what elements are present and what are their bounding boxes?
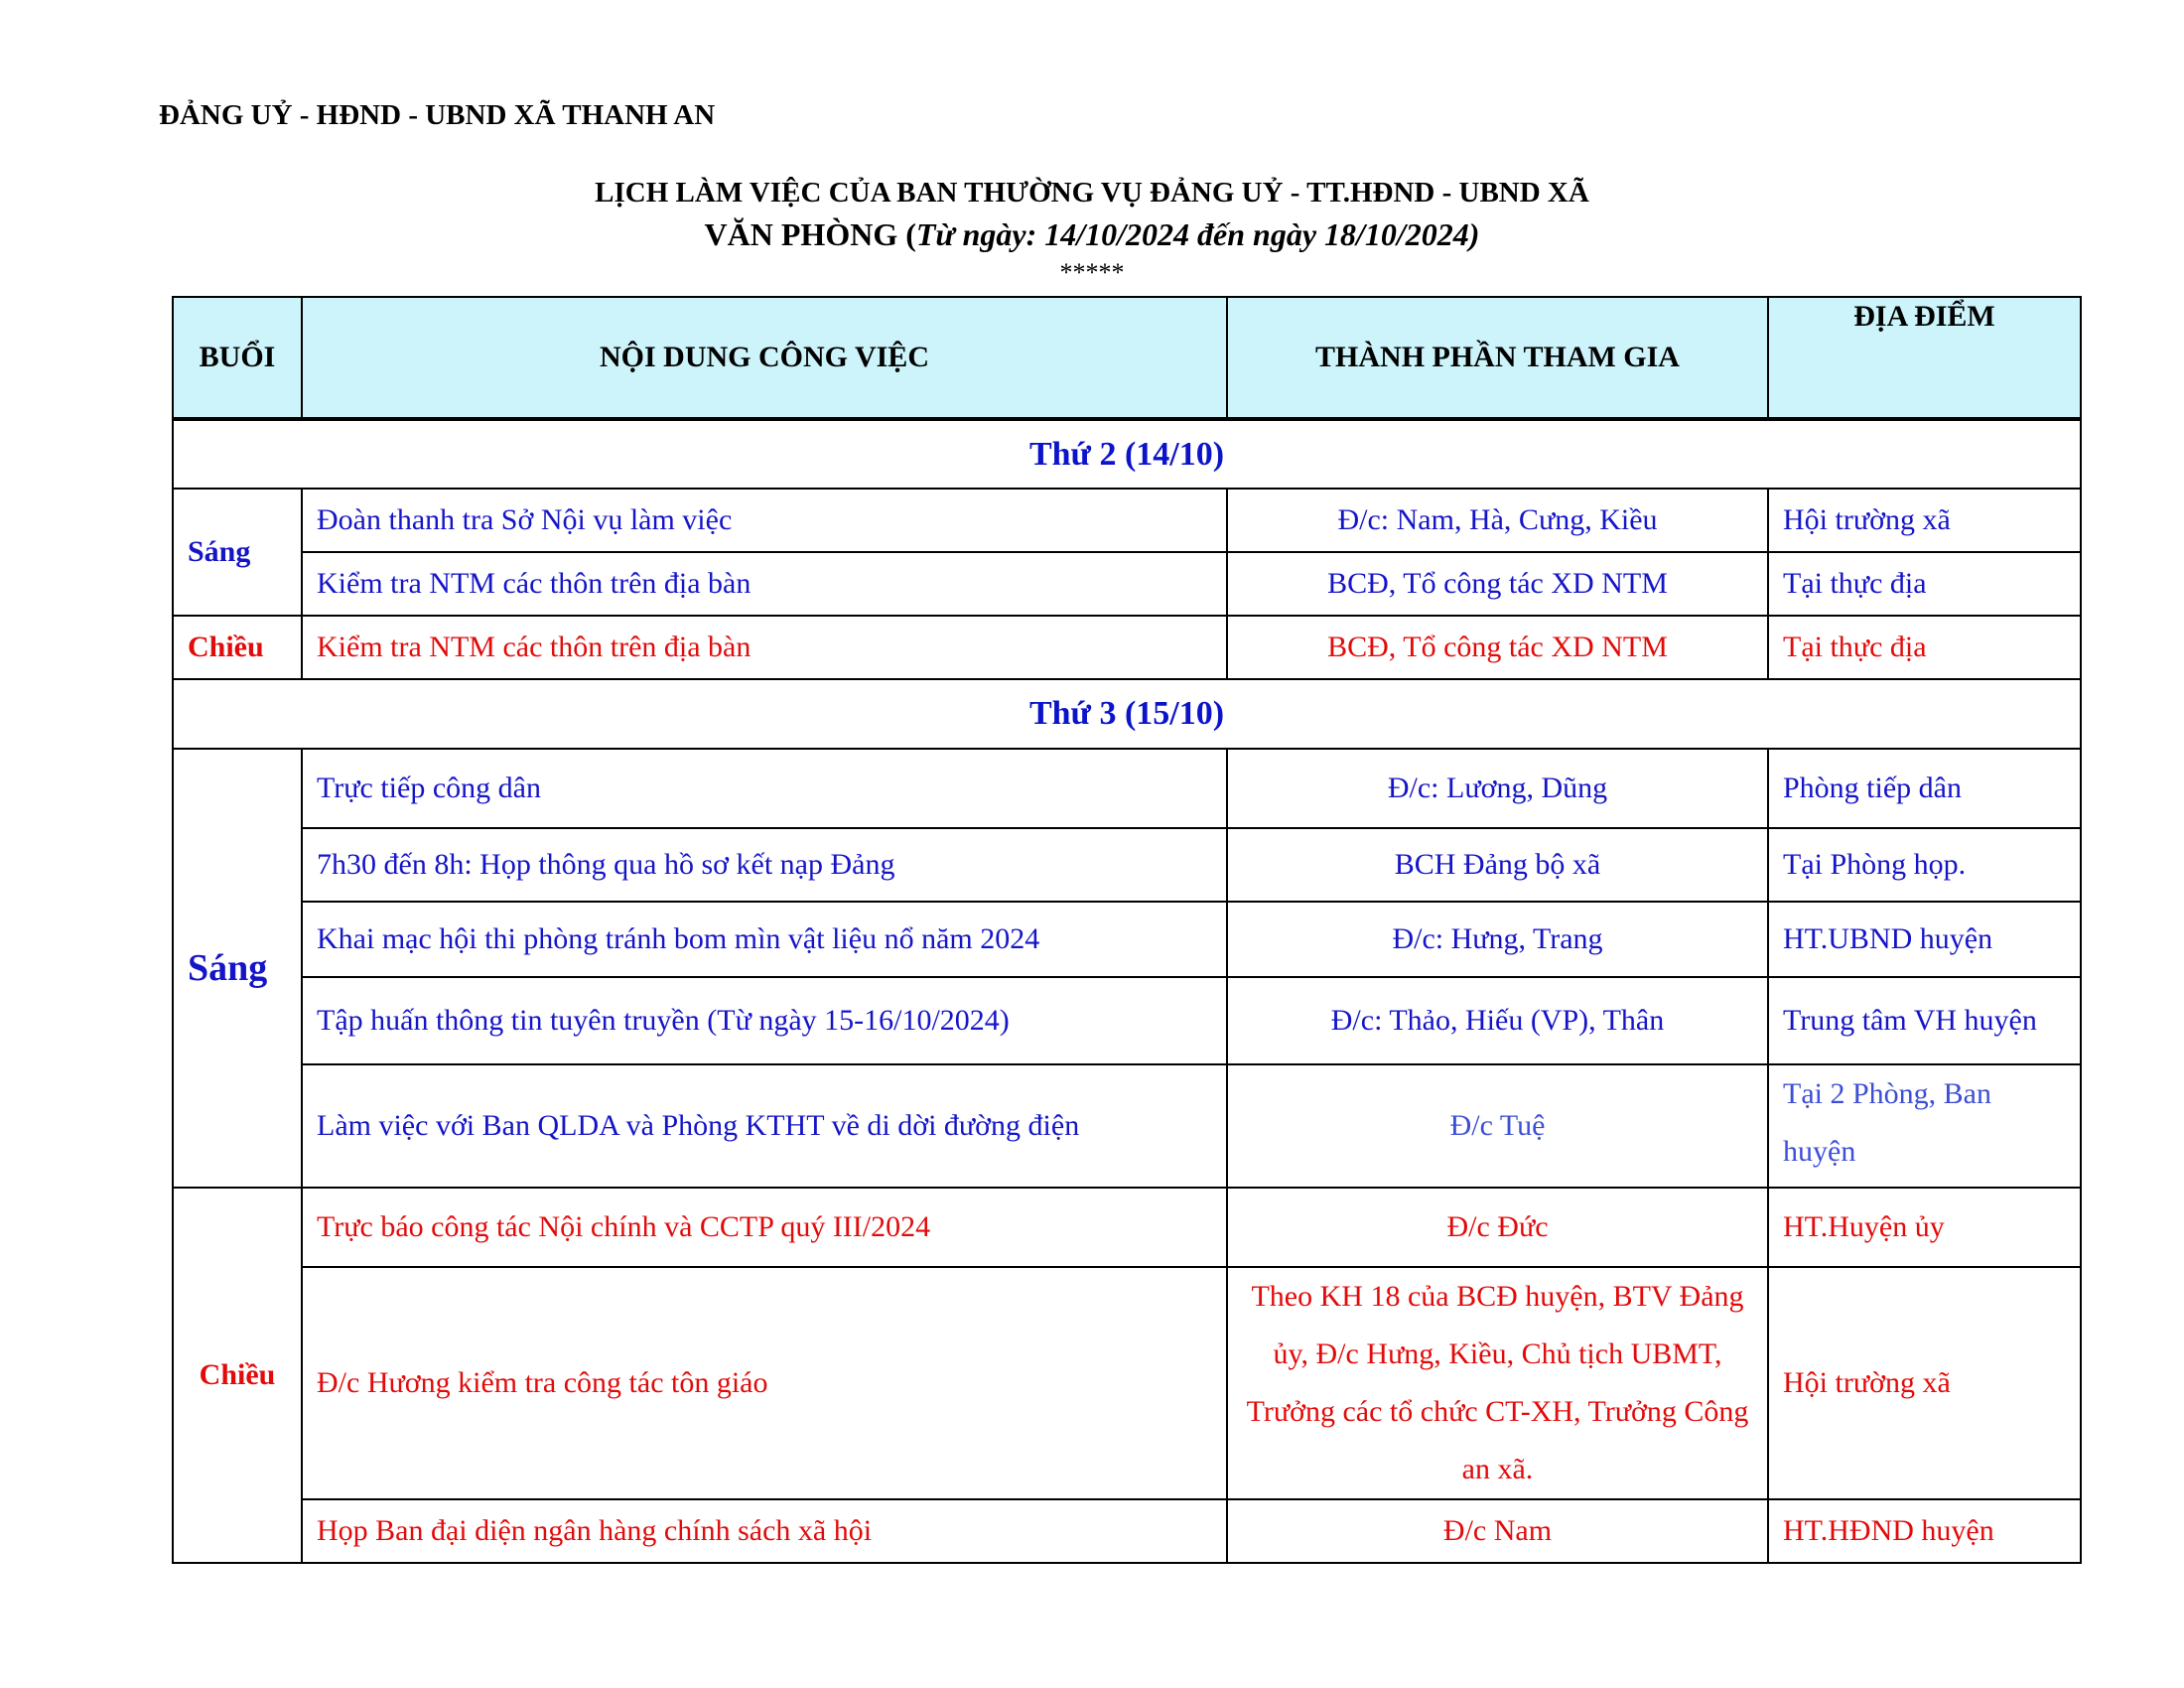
task-location: Tại thực địa (1768, 616, 2081, 679)
column-header-content: NỘI DUNG CÔNG VIỆC (302, 297, 1227, 419)
day-heading: Thứ 2 (14/10) (173, 419, 2081, 489)
task-participants: BCĐ, Tổ công tác XD NTM (1227, 616, 1768, 679)
schedule-title: LỊCH LÀM VIỆC CỦA BAN THƯỜNG VỤ ĐẢNG UỶ - TT.HĐND - UBND XÃ (595, 177, 1589, 209)
table-row (173, 977, 2081, 1064)
task-participants: Đ/c: Nam, Hà, Cưng, Kiều (1227, 489, 1768, 552)
office-label: VĂN PHÒNG ( (704, 216, 916, 252)
table-row (173, 616, 2081, 679)
table-row (173, 902, 2081, 977)
task-location: HT.HĐND huyện (1768, 1499, 2081, 1563)
task-content: Trực tiếp công dân (302, 749, 1227, 828)
table-row (173, 489, 2081, 552)
schedule-subtitle (0, 216, 2184, 253)
task-participants: Đ/c: Lương, Dũng (1227, 749, 1768, 828)
task-content: Trực báo công tác Nội chính và CCTP quý III/2024 (302, 1188, 1227, 1267)
task-location: HT.Huyện ủy (1768, 1188, 2081, 1267)
task-participants: BCĐ, Tổ công tác XD NTM (1227, 552, 1768, 616)
session-afternoon: Chiều (173, 616, 302, 679)
task-participants: Đ/c Đức (1227, 1188, 1768, 1267)
task-content: Làm việc với Ban QLDA và Phòng KTHT về di dời đường điện (302, 1064, 1227, 1188)
table-row (173, 552, 2081, 616)
table-row (173, 749, 2081, 828)
task-content: Khai mạc hội thi phòng tránh bom mìn vật liệu nổ năm 2024 (302, 902, 1227, 977)
day-heading: Thứ 3 (15/10) (173, 679, 2081, 749)
task-participants: Đ/c: Thảo, Hiếu (VP), Thân (1227, 977, 1768, 1064)
task-participants: Theo KH 18 của BCĐ huyện, BTV Đảng ủy, Đ/c Hưng, Kiều, Chủ tịch UBMT, Trưởng các tổ chức CT-XH, Trưởng Công an xã. (1227, 1267, 1768, 1499)
session-afternoon: Chiều (173, 1188, 302, 1563)
task-location: Hội trường xã (1768, 489, 2081, 552)
task-location: Trung tâm VH huyện (1768, 977, 2081, 1064)
column-header-participants: THÀNH PHẦN THAM GIA (1227, 297, 1768, 419)
organization-name: ĐẢNG UỶ - HĐND - UBND XÃ THANH AN (159, 99, 716, 131)
table-row (173, 828, 2081, 902)
task-content: Đoàn thanh tra Sở Nội vụ làm việc (302, 489, 1227, 552)
task-location: Phòng tiếp dân (1768, 749, 2081, 828)
session-morning: Sáng (173, 489, 302, 616)
column-header-location: ĐỊA ĐIỂM (1768, 297, 2081, 419)
task-location: HT.UBND huyện (1768, 902, 2081, 977)
task-content: Họp Ban đại diện ngân hàng chính sách xã hội (302, 1499, 1227, 1563)
separator-stars: ***** (1059, 258, 1125, 287)
task-location: Hội trường xã (1768, 1267, 2081, 1499)
task-participants: BCH Đảng bộ xã (1227, 828, 1768, 902)
task-content: Tập huấn thông tin tuyên truyền (Từ ngày 15-16/10/2024) (302, 977, 1227, 1064)
table-header-row (173, 297, 2081, 419)
task-content: Kiểm tra NTM các thôn trên địa bàn (302, 552, 1227, 616)
schedule-table (172, 296, 2082, 1564)
task-location: Tại Phòng họp. (1768, 828, 2081, 902)
day-heading-row (173, 679, 2081, 749)
task-participants: Đ/c Nam (1227, 1499, 1768, 1563)
task-content: Đ/c Hương kiểm tra công tác tôn giáo (302, 1267, 1227, 1499)
day-heading-row (173, 419, 2081, 489)
date-range: Từ ngày: 14/10/2024 đến ngày 18/10/2024) (915, 216, 1480, 252)
task-location: Tại 2 Phòng, Ban huyện (1768, 1064, 2081, 1188)
task-participants: Đ/c Tuệ (1227, 1064, 1768, 1188)
table-row (173, 1267, 2081, 1499)
session-morning: Sáng (173, 749, 302, 1188)
table-row (173, 1499, 2081, 1563)
task-location: Tại thực địa (1768, 552, 2081, 616)
column-header-session: BUỔI (173, 297, 302, 419)
task-content: Kiểm tra NTM các thôn trên địa bàn (302, 616, 1227, 679)
task-content: 7h30 đến 8h: Họp thông qua hồ sơ kết nạp Đảng (302, 828, 1227, 902)
task-participants: Đ/c: Hưng, Trang (1227, 902, 1768, 977)
table-row (173, 1064, 2081, 1188)
table-row (173, 1188, 2081, 1267)
